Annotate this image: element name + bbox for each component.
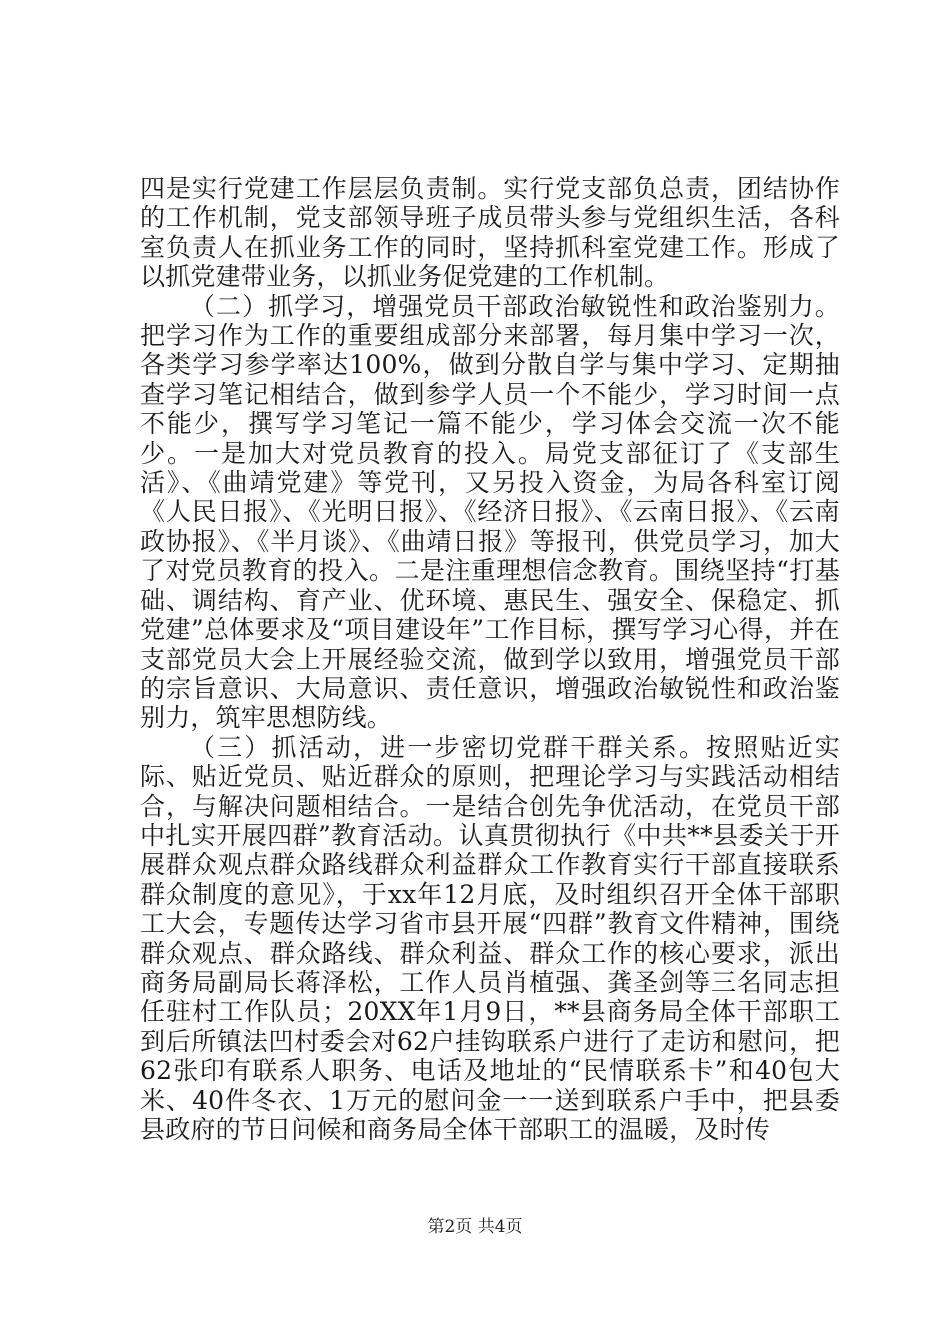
document-body xyxy=(140,174,840,1144)
paragraph-study-section: （二）抓学习，增强党员干部政治敏锐性和政治鉴别力。把学习作为工作的重要组成部分来部署，每月集中学习一次，各类学习参学率达100%，做到分散自学与集中学习、定期抽查学习笔记相结合，做到参学人员一个不能少，学习时间一点不能少，撰写学习笔记一篇不能少，学习体会交流一次不能少。一是加大对党员教育的投入。局党支部征订了《支部生活》、《曲靖党建》等党刊，又另投入资金，为局各科室订阅《人民日报》、《光明日报》、《经济日报》、《云南日报》、《云南政协报》、《半月谈》、《曲靖日报》等报刊，供党员学习，加大了对党员教育的投入。二是注重理想信念教育。围绕坚持“打基础、调结构、育产业、优环境、惠民生、强安全、保稳定、抓党建”总体要求及“项目建设年”工作目标，撰写学习心得，并在支部党员大会上开展经验交流，做到学以致用，增强党员干部的宗旨意识、大局意识、责任意识，增强政治敏锐性和政治鉴别力，筑牢思想防线。 xyxy=(140,291,840,733)
page-footer: 第2页 共4页 xyxy=(427,1217,523,1237)
paragraph-activity-section: （三）抓活动，进一步密切党群干群关系。按照贴近实际、贴近党员、贴近群众的原则，把理论学习与实践活动相结合，与解决问题相结合。一是结合创先争优活动，在党员干部中扎实开展四群”教育活动。认真贯彻执行《中共**县委关于开展群众观点群众路线群众利益群众工作教育实行干部直接联系群众制度的意见》，于xx年12月底，及时组织召开全体干部职工大会，专题传达学习省市县开展“四群”教育文件精神，围绕群众观点、群众路线、群众利益、群众工作的核心要求，派出商务局副局长蒋泽松，工作人员肖植强、龚圣剑等三名同志担任驻村工作队员；20XX年1月9日，**县商务局全体干部职工到后所镇法凹村委会对62户挂钩联系户进行了走访和慰问，把62张印有联系人职务、电话及地址的“民情联系卡”和40包大米、40件冬衣、1万元的慰问金一一送到联系户手中，把县委县政府的节日问候和商务局全体干部职工的温暖，及时传 xyxy=(140,732,840,1144)
paragraph-party-building-responsibility: 四是实行党建工作层层负责制。实行党支部负总责，团结协作的工作机制，党支部领导班子成员带头参与党组织生活，各科室负责人在抓业务工作的同时，坚持抓科室党建工作。形成了以抓党建带业务，以抓业务促党建的工作机制。 xyxy=(140,174,840,292)
